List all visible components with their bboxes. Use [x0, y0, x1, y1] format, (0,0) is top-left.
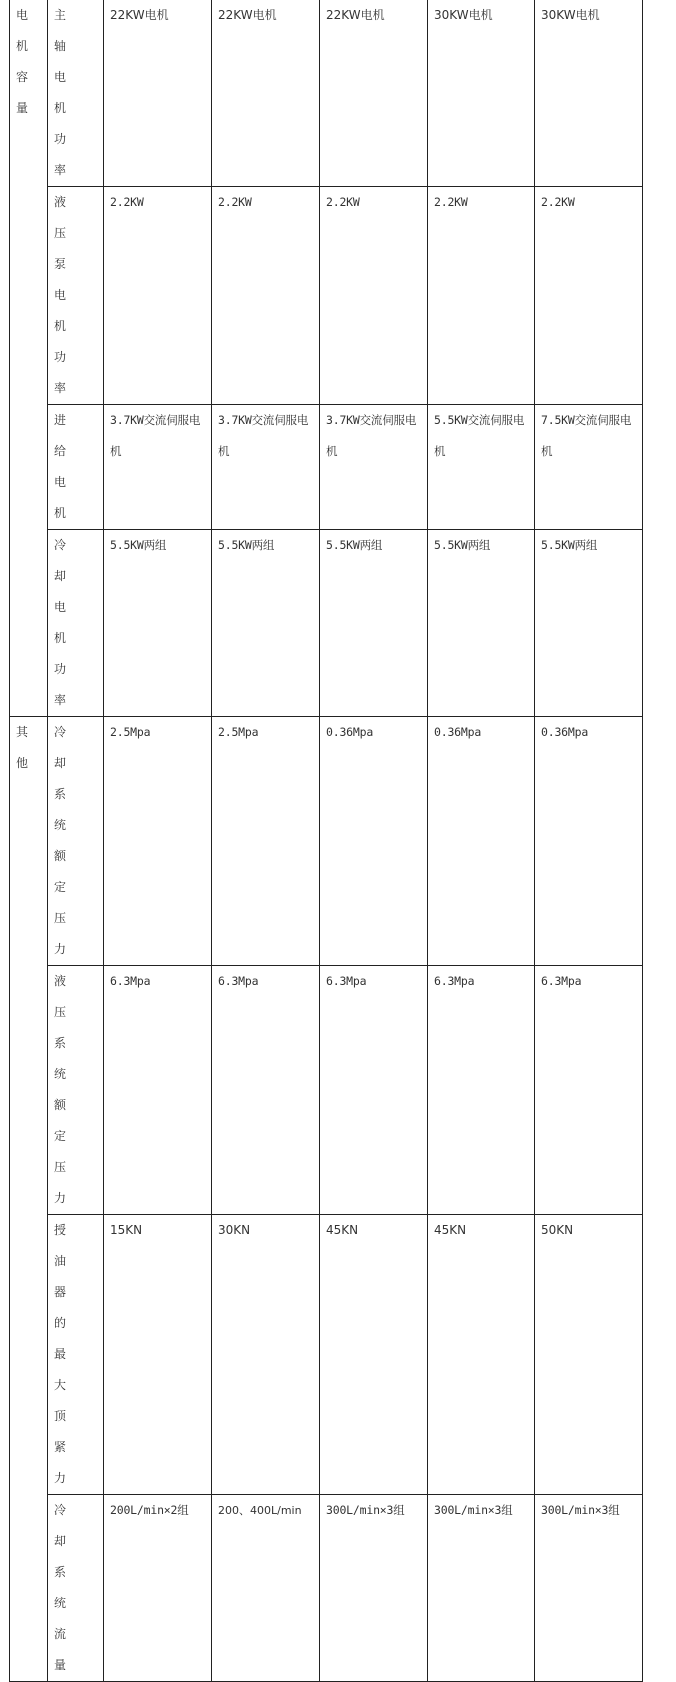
param-cell: [48, 187, 104, 405]
table-row: [10, 717, 643, 966]
value-cell: 0.36Mpa: [428, 717, 535, 966]
value-cell: 3.7KW交流伺服电机: [104, 405, 212, 530]
value-cell: 2.5Mpa: [104, 717, 212, 966]
value-cell: 2.5Mpa: [212, 717, 320, 966]
value-cell: 2.2KW: [212, 187, 320, 405]
param-cell: [48, 530, 104, 717]
value-cell: 300L/min×3组: [428, 1495, 535, 1682]
value-cell: 300L/min×3组: [535, 1495, 643, 1682]
value-cell: 5.5KW交流伺服电机: [428, 405, 535, 530]
table-row: [10, 966, 643, 1215]
param-cell: [48, 717, 104, 966]
table-row: [10, 0, 643, 187]
value-cell: 30KW电机: [428, 0, 535, 187]
value-cell: 6.3Mpa: [320, 966, 428, 1215]
param-label: 冷却系统额定压力: [54, 725, 67, 956]
table-row: [10, 405, 643, 530]
value-cell: 22KW电机: [212, 0, 320, 187]
table-row: [10, 1215, 643, 1495]
value-cell: 5.5KW两组: [104, 530, 212, 717]
value-cell: 45KN: [320, 1215, 428, 1495]
value-cell: 45KN: [428, 1215, 535, 1495]
value-cell: 30KN: [212, 1215, 320, 1495]
param-label: 冷却电机功率: [54, 538, 67, 707]
category-cell: [10, 0, 48, 717]
value-cell: 6.3Mpa: [535, 966, 643, 1215]
value-cell: 7.5KW交流伺服电机: [535, 405, 643, 530]
param-label: 冷却系统流量: [54, 1503, 67, 1672]
value-cell: 0.36Mpa: [320, 717, 428, 966]
param-cell: [48, 1495, 104, 1682]
category-label: 其他: [16, 725, 29, 770]
param-cell: [48, 405, 104, 530]
value-cell: 50KN: [535, 1215, 643, 1495]
value-cell: 5.5KW两组: [428, 530, 535, 717]
param-label: 进给电机: [54, 413, 67, 520]
param-cell: [48, 966, 104, 1215]
param-label: 主轴电机功率: [54, 8, 67, 177]
category-label: 电机容量: [16, 8, 29, 115]
value-cell: 300L/min×3组: [320, 1495, 428, 1682]
value-cell: 5.5KW两组: [212, 530, 320, 717]
value-cell: 0.36Mpa: [535, 717, 643, 966]
table-row: [10, 187, 643, 405]
param-label: 液压系统额定压力: [54, 974, 67, 1205]
table-row: [10, 1495, 643, 1682]
value-cell: 5.5KW两组: [535, 530, 643, 717]
value-cell: 2.2KW: [104, 187, 212, 405]
value-cell: 200L/min×2组: [104, 1495, 212, 1682]
value-cell: 22KW电机: [104, 0, 212, 187]
value-cell: 200、400L/min: [212, 1495, 320, 1682]
value-cell: 2.2KW: [428, 187, 535, 405]
spec-table: [9, 0, 643, 1682]
value-cell: 22KW电机: [320, 0, 428, 187]
table-row: [10, 530, 643, 717]
value-cell: 2.2KW: [320, 187, 428, 405]
param-cell: [48, 0, 104, 187]
value-cell: 30KW电机: [535, 0, 643, 187]
value-cell: 2.2KW: [535, 187, 643, 405]
value-cell: 6.3Mpa: [104, 966, 212, 1215]
value-cell: 15KN: [104, 1215, 212, 1495]
value-cell: 5.5KW两组: [320, 530, 428, 717]
value-cell: 3.7KW交流伺服电机: [320, 405, 428, 530]
category-cell: [10, 717, 48, 1682]
param-label: 授油器的最大顶紧力: [54, 1223, 67, 1485]
value-cell: 3.7KW交流伺服电机: [212, 405, 320, 530]
param-label: 液压泵电机功率: [54, 195, 67, 395]
param-cell: [48, 1215, 104, 1495]
value-cell: 6.3Mpa: [212, 966, 320, 1215]
value-cell: 6.3Mpa: [428, 966, 535, 1215]
